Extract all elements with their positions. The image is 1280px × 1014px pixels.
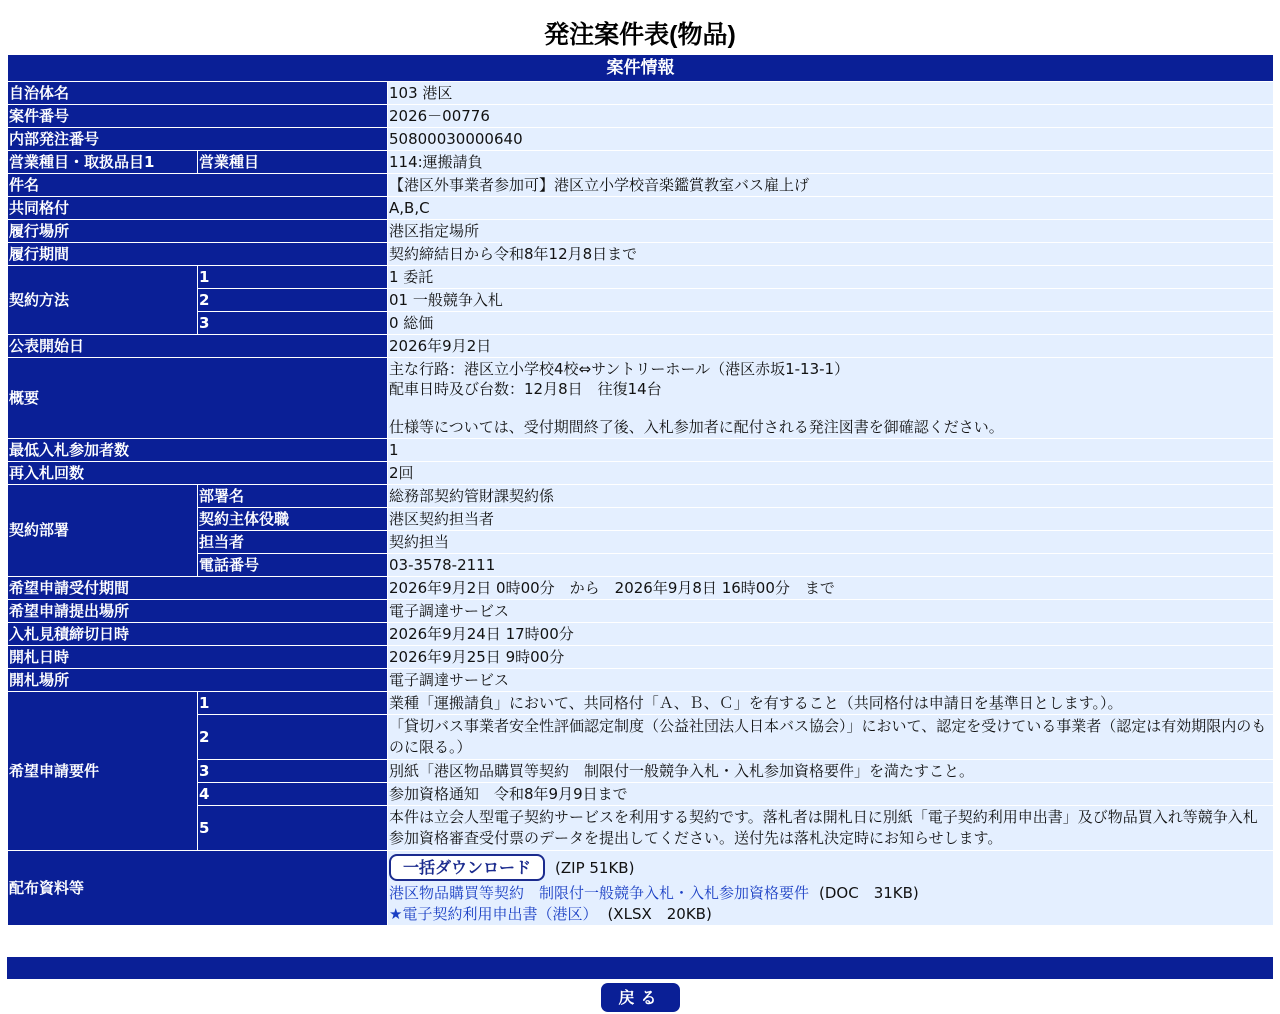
case-no-value: 2026－00776: [388, 105, 1274, 128]
dept-value: 港区契約担当者: [388, 508, 1274, 531]
row-app-place: [8, 600, 1274, 623]
contract-method-value: 0 総価: [388, 312, 1274, 335]
item-number: 3: [198, 312, 388, 335]
field-sublabel: 契約主体役職: [198, 508, 388, 531]
field-sublabel: 営業種目: [198, 151, 388, 174]
field-label: 希望申請提出場所: [8, 600, 388, 623]
row-subject: [8, 174, 1274, 197]
dept-value: 総務部契約管財課契約係: [388, 485, 1274, 508]
row-municipality: [8, 82, 1274, 105]
field-label: 自治体名: [8, 82, 388, 105]
field-label: 内部発注番号: [8, 128, 388, 151]
row-min-bidders: [8, 439, 1274, 462]
row-dept-1: [8, 485, 1274, 508]
row-opening-date: [8, 646, 1274, 669]
app-place-value: 電子調達サービス: [388, 600, 1274, 623]
field-sublabel: 部署名: [198, 485, 388, 508]
municipality-value: 103 港区: [388, 82, 1274, 105]
row-publish-date: [8, 335, 1274, 358]
item-number: 2: [198, 289, 388, 312]
field-label: 契約部署: [8, 485, 198, 577]
row-requirement-2: [8, 715, 1274, 760]
row-contract-method-2: [8, 289, 1274, 312]
bid-deadline-value: 2026年9月24日 17時00分: [388, 623, 1274, 646]
item-number: 3: [198, 760, 388, 783]
row-requirement-1: [8, 692, 1274, 715]
document-size: (DOC 31KB): [819, 884, 919, 902]
requirement-value: 業種「運搬請負」において、共同格付「Ａ、Ｂ、Ｃ」を有すること（共同格付は申請日を基準日とします。）。: [388, 692, 1274, 715]
min-bidders-value: 1: [388, 439, 1274, 462]
field-label: 入札見積締切日時: [8, 623, 388, 646]
internal-no-value: 50800030000640: [388, 128, 1274, 151]
row-opening-place: [8, 669, 1274, 692]
dept-value: 契約担当: [388, 531, 1274, 554]
row-business: [8, 151, 1274, 174]
item-number: 1: [198, 266, 388, 289]
contract-method-value: 01 一般競争入札: [388, 289, 1274, 312]
footer-bar: [7, 957, 1273, 979]
row-dept-4: [8, 554, 1274, 577]
document-link[interactable]: 港区物品購買等契約 制限付一般競争入札・入札参加資格要件: [389, 884, 810, 902]
download-all-button[interactable]: 一括ダウンロード: [389, 854, 545, 881]
field-label: 希望申請要件: [8, 692, 198, 851]
row-bid-deadline: [8, 623, 1274, 646]
field-label: 開札日時: [8, 646, 388, 669]
field-label: 配布資料等: [8, 851, 388, 926]
section-caption: 案件情報: [8, 55, 1274, 82]
publish-date-value: 2026年9月2日: [388, 335, 1274, 358]
dept-value: 03-3578-2111: [388, 554, 1274, 577]
business-value: 114:運搬請負: [388, 151, 1274, 174]
row-documents: [8, 851, 1274, 926]
row-contract-method-1: [8, 266, 1274, 289]
field-label: 概要: [8, 358, 388, 439]
summary-line: 配車日時及び台数：12月8日 往復14台: [389, 380, 662, 398]
field-label: 履行期間: [8, 243, 388, 266]
row-dept-2: [8, 508, 1274, 531]
row-joint-rank: [8, 197, 1274, 220]
field-label: 再入札回数: [8, 462, 388, 485]
case-info-table: [7, 54, 1274, 926]
rebid-count-value: 2回: [388, 462, 1274, 485]
row-internal-no: [8, 128, 1274, 151]
opening-date-value: 2026年9月25日 9時00分: [388, 646, 1274, 669]
item-number: 5: [198, 806, 388, 851]
summary-value: [388, 358, 1274, 439]
row-dept-3: [8, 531, 1274, 554]
field-label: 営業種目・取扱品目1: [8, 151, 198, 174]
field-label: 希望申請受付期間: [8, 577, 388, 600]
row-summary: [8, 358, 1274, 439]
documents-value: [388, 851, 1274, 926]
item-number: 4: [198, 783, 388, 806]
row-contract-method-3: [8, 312, 1274, 335]
document-link[interactable]: ★電子契約利用申出書（港区）: [389, 905, 598, 923]
joint-rank-value: A,B,C: [388, 197, 1274, 220]
requirement-value: 別紙「港区物品購買等契約 制限付一般競争入札・入札参加資格要件」を満たすこと。: [388, 760, 1274, 783]
period-value: 契約締結日から令和8年12月8日まで: [388, 243, 1274, 266]
field-label: 最低入札参加者数: [8, 439, 388, 462]
app-period-value: 2026年9月2日 0時00分 から 2026年9月8日 16時00分 まで: [388, 577, 1274, 600]
row-requirement-5: [8, 806, 1274, 851]
page-title: 発注案件表(物品): [544, 21, 736, 49]
requirement-value: 本件は立会人型電子契約サービスを利用する契約です。落札者は開札日に別紙「電子契約利用申出書」及び物品買入れ等競争入札参加資格審査受付票のデータを提出してください。送付先は落札決定時にお知らせします。: [388, 806, 1274, 851]
row-period: [8, 243, 1274, 266]
requirement-value: 参加資格通知 令和8年9月9日まで: [388, 783, 1274, 806]
field-label: 案件番号: [8, 105, 388, 128]
field-label: 共同格付: [8, 197, 388, 220]
field-label: 公表開始日: [8, 335, 388, 358]
field-label: 契約方法: [8, 266, 198, 335]
summary-line: 仕様等については、受付期間終了後、入札参加者に配付される発注図書を御確認ください。: [389, 418, 1004, 436]
item-number: 2: [198, 715, 388, 760]
field-sublabel: 担当者: [198, 531, 388, 554]
requirement-value: 「貸切バス事業者安全性評価認定制度（公益社団法人日本バス協会）」において、認定を受けている事業者（認定は有効期限内のものに限る。）: [388, 715, 1274, 760]
row-case-no: [8, 105, 1274, 128]
back-button[interactable]: 戻る: [601, 983, 680, 1012]
opening-place-value: 電子調達サービス: [388, 669, 1274, 692]
contract-method-value: 1 委託: [388, 266, 1274, 289]
field-label: 開札場所: [8, 669, 388, 692]
row-app-period: [8, 577, 1274, 600]
row-requirement-4: [8, 783, 1274, 806]
row-place: [8, 220, 1274, 243]
place-value: 港区指定場所: [388, 220, 1274, 243]
field-label: 件名: [8, 174, 388, 197]
summary-line: 主な行路：港区立小学校4校⇔サントリーホール（港区赤坂1-13-1）: [389, 360, 850, 378]
field-sublabel: 電話番号: [198, 554, 388, 577]
field-label: 履行場所: [8, 220, 388, 243]
item-number: 1: [198, 692, 388, 715]
document-size: (XLSX 20KB): [607, 905, 712, 923]
row-rebid-count: [8, 462, 1274, 485]
download-size: (ZIP 51KB): [555, 859, 635, 877]
row-requirement-3: [8, 760, 1274, 783]
subject-value: 【港区外事業者参加可】港区立小学校音楽鑑賞教室バス雇上げ: [388, 174, 1274, 197]
